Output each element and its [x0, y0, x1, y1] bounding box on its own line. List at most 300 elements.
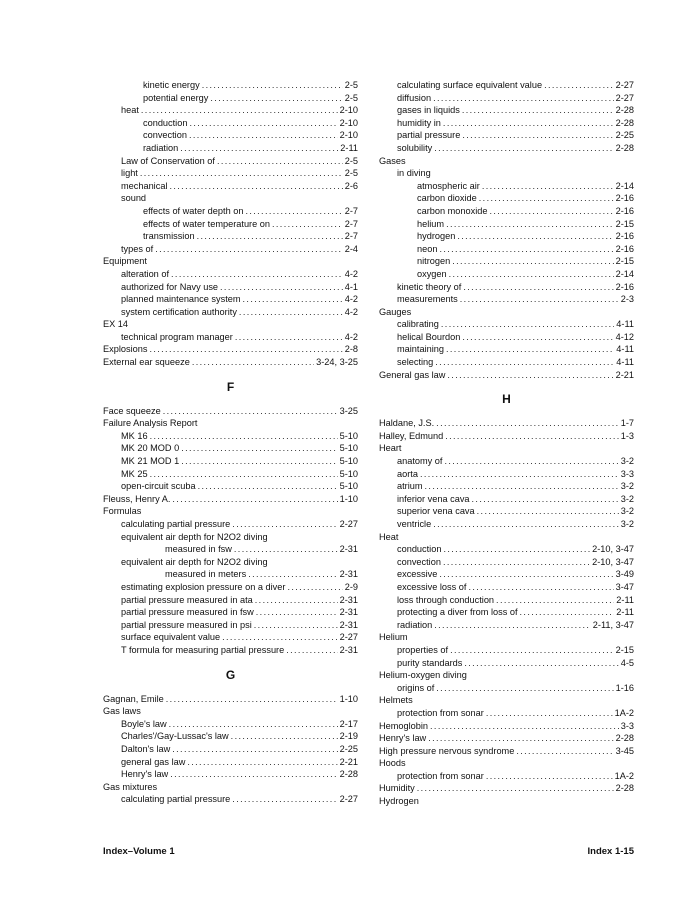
- dot-leader: [446, 218, 614, 231]
- entry-page-ref: 2-16: [615, 231, 634, 242]
- entry-term: Gases: [379, 155, 406, 166]
- entry-page-ref: 2-5: [344, 92, 358, 103]
- dot-leader: [243, 293, 343, 306]
- entry-term: Gagnan, Emile: [103, 693, 164, 704]
- dot-leader: [141, 104, 338, 117]
- index-entry: [103, 318, 358, 331]
- index-entry: [379, 631, 634, 644]
- entry-page-ref: 2-10, 3-47: [592, 544, 634, 555]
- entry-page-ref: 2-21: [339, 756, 358, 767]
- index-subentry: [379, 180, 634, 193]
- dot-leader: [234, 543, 338, 556]
- entry-page-ref: 2-16: [615, 205, 634, 216]
- entry-page-ref: 2-31: [339, 644, 358, 655]
- dot-leader: [189, 129, 338, 142]
- entry-term: conduction: [143, 117, 188, 128]
- entry-term: convection: [143, 130, 187, 141]
- dot-leader: [464, 657, 618, 670]
- index-entry: [103, 493, 358, 506]
- entry-page-ref: 1A-2: [614, 770, 634, 781]
- entry-page-ref: 3-24, 3-25: [316, 357, 358, 368]
- entry-term: measured in fsw: [165, 544, 232, 555]
- dot-leader: [443, 117, 614, 130]
- entry-page-ref: 4-2: [344, 331, 358, 342]
- index-subentry: [379, 644, 634, 657]
- entry-page-ref: 2-15: [615, 644, 634, 655]
- entry-page-ref: 2-27: [339, 519, 358, 529]
- dot-leader: [255, 594, 338, 607]
- dot-leader: [417, 782, 614, 795]
- index-subentry: [103, 117, 358, 130]
- index-subentry: [379, 230, 634, 243]
- dot-leader: [486, 770, 613, 783]
- index-subentry: [103, 768, 358, 781]
- entry-term: measured in meters: [165, 569, 247, 580]
- entry-term: types of: [121, 243, 154, 254]
- entry-page-ref: 4-2: [344, 268, 358, 279]
- dot-leader: [489, 205, 613, 218]
- entry-term: kinetic energy: [143, 80, 200, 90]
- dot-leader: [172, 493, 337, 506]
- entry-page-ref: 3-3: [620, 720, 634, 731]
- entry-term: transmission: [143, 231, 195, 242]
- index-subentry: [379, 117, 634, 130]
- entry-term: calculating surface equivalent value: [397, 80, 543, 90]
- index-subentry: [103, 531, 358, 544]
- index-subentry: [103, 442, 358, 455]
- dot-leader: [444, 455, 618, 468]
- entry-term: maintaining: [397, 344, 444, 355]
- entry-page-ref: 3-47: [615, 581, 634, 592]
- entry-page-ref: 2-31: [339, 544, 358, 555]
- entry-term: radiation: [397, 619, 433, 630]
- index-entry: [379, 720, 634, 733]
- entry-term: protection from sonar: [397, 707, 484, 718]
- dot-leader: [435, 356, 614, 369]
- index-subentry: [103, 430, 358, 443]
- entry-term: light: [121, 168, 138, 179]
- dot-leader: [166, 693, 338, 706]
- index-subentry: [103, 568, 358, 581]
- dot-leader: [192, 356, 314, 369]
- entry-term: protecting a diver from loss of: [397, 607, 518, 618]
- index-entry: [379, 531, 634, 544]
- index-subentry: [103, 606, 358, 619]
- entry-term: heat: [121, 105, 139, 116]
- index-subentry: [379, 707, 634, 720]
- index-subentry: [379, 493, 634, 506]
- index-subentry: [379, 92, 634, 105]
- entry-page-ref: 2-31: [339, 619, 358, 630]
- entry-term: alteration of: [121, 268, 170, 279]
- index-subentry: [103, 730, 358, 743]
- index-subentry: [103, 243, 358, 256]
- index-subentry: [379, 581, 634, 594]
- entry-page-ref: 5-10: [339, 456, 358, 467]
- entry-term: general gas law: [121, 756, 186, 767]
- dot-leader: [425, 480, 619, 493]
- entry-page-ref: 2-17: [339, 718, 358, 729]
- entry-page-ref: 4-11: [616, 357, 634, 368]
- entry-term: superior vena cava: [397, 506, 475, 517]
- index-entry: [379, 782, 634, 795]
- entry-term: system certification authority: [121, 306, 237, 317]
- index-entry: [103, 505, 358, 518]
- entry-page-ref: 2-14: [615, 180, 634, 191]
- dot-leader: [232, 518, 337, 531]
- entry-term: properties of: [397, 644, 449, 655]
- entry-term: Formulas: [103, 506, 142, 517]
- footer-page-number: Index 1-15: [587, 846, 634, 857]
- index-subentry: [103, 556, 358, 569]
- index-subentry: [379, 255, 634, 268]
- entry-page-ref: 2-27: [615, 80, 634, 90]
- entry-page-ref: 1-7: [620, 418, 634, 429]
- entry-page-ref: 2-7: [344, 205, 358, 216]
- entry-page-ref: 2-28: [615, 117, 634, 128]
- index-subentry: [103, 155, 358, 168]
- index-subentry: [379, 543, 634, 556]
- index-entry: [103, 705, 358, 718]
- entry-page-ref: 5-10: [339, 430, 358, 441]
- dot-leader: [472, 493, 619, 506]
- dot-leader: [443, 556, 590, 569]
- dot-leader: [463, 281, 613, 294]
- index-subentry: [103, 142, 358, 155]
- entry-page-ref: 2-7: [344, 218, 358, 229]
- index-subentry: [103, 581, 358, 594]
- index-entry: [379, 369, 634, 382]
- index-subentry: [379, 331, 634, 344]
- entry-term: in diving: [397, 168, 431, 179]
- entry-page-ref: 4-11: [616, 344, 634, 355]
- entry-term: calculating partial pressure: [121, 794, 231, 805]
- footer-volume-label: Index–Volume 1: [103, 846, 175, 857]
- dot-leader: [468, 581, 613, 594]
- index-subentry: [103, 619, 358, 632]
- index-subentry: [379, 606, 634, 619]
- dot-leader: [446, 343, 614, 356]
- index-subentry: [103, 230, 358, 243]
- entry-term: atrium: [397, 481, 423, 492]
- entry-term: Charles'/Gay-Lussac's law: [121, 731, 229, 742]
- index-subentry: [379, 293, 634, 306]
- entry-page-ref: 3-2: [620, 481, 634, 492]
- dot-leader: [436, 417, 619, 430]
- entry-page-ref: 5-10: [339, 481, 358, 492]
- dot-leader: [155, 243, 343, 256]
- dot-leader: [170, 768, 337, 781]
- dot-leader: [457, 230, 613, 243]
- index-subentry: [379, 556, 634, 569]
- entry-term: partial pressure measured in psi: [121, 619, 252, 630]
- entry-term: Gas mixtures: [103, 781, 158, 792]
- index-subentry: [103, 480, 358, 493]
- index-subentry: [379, 79, 634, 92]
- index-subentry: [103, 293, 358, 306]
- entry-page-ref: 5-10: [339, 443, 358, 454]
- dot-leader: [181, 455, 337, 468]
- dot-leader: [482, 180, 614, 193]
- entry-term: technical program manager: [121, 331, 233, 342]
- dot-leader: [180, 142, 338, 155]
- dot-leader: [245, 205, 342, 218]
- index-subentry: [103, 180, 358, 193]
- entry-term: helium: [417, 218, 445, 229]
- dot-leader: [169, 718, 338, 731]
- index-subentry: [103, 756, 358, 769]
- entry-page-ref: 3-2: [620, 519, 634, 529]
- dot-leader: [436, 682, 613, 695]
- entry-term: estimating explosion pressure on a diver: [121, 581, 286, 592]
- index-entry: [379, 442, 634, 455]
- entry-term: Dalton's law: [121, 743, 171, 754]
- index-subentry: [103, 268, 358, 281]
- index-entry: [103, 343, 358, 356]
- entry-term: Helium-oxygen diving: [379, 670, 467, 681]
- entry-term: nitrogen: [417, 256, 451, 267]
- dot-leader: [235, 331, 343, 344]
- entry-term: mechanical: [121, 180, 168, 191]
- entry-term: T formula for measuring partial pressure: [121, 644, 285, 655]
- index-subentry: [103, 218, 358, 231]
- dot-leader: [187, 756, 337, 769]
- entry-term: Gas laws: [103, 706, 141, 717]
- entry-term: kinetic theory of: [397, 281, 462, 292]
- entry-term: equivalent air depth for N2O2 diving: [121, 556, 268, 567]
- dot-leader: [462, 104, 614, 117]
- dot-leader: [189, 117, 337, 130]
- entry-page-ref: 2-8: [344, 344, 358, 355]
- entry-page-ref: 2-15: [615, 218, 634, 229]
- index-subentry: [103, 743, 358, 756]
- entry-page-ref: 3-3: [620, 468, 634, 479]
- entry-page-ref: 2-28: [615, 142, 634, 153]
- entry-term: helical Bourdon: [397, 331, 461, 342]
- entry-term: Hemoglobin: [379, 720, 429, 731]
- entry-term: equivalent air depth for N2O2 diving: [121, 531, 268, 542]
- dot-leader: [169, 180, 342, 193]
- dot-leader: [150, 430, 338, 443]
- entry-page-ref: 5-10: [339, 468, 358, 479]
- entry-page-ref: 4-12: [615, 331, 634, 342]
- entry-term: inferior vena cava: [397, 493, 470, 504]
- entry-page-ref: 2-10: [339, 105, 358, 116]
- dot-leader: [222, 631, 338, 644]
- index-entry: [379, 745, 634, 758]
- entry-term: Failure Analysis Report: [103, 418, 198, 429]
- entry-term: excessive: [397, 569, 438, 580]
- entry-term: Gauges: [379, 306, 412, 317]
- index-entry: [103, 693, 358, 706]
- entry-page-ref: 1-10: [339, 493, 358, 504]
- entry-page-ref: 4-11: [616, 319, 634, 330]
- section-letter-heading: H: [502, 392, 511, 407]
- dot-leader: [149, 343, 342, 356]
- index-subentry: [379, 318, 634, 331]
- entry-term: planned maintenance system: [121, 294, 241, 305]
- dot-leader: [171, 268, 343, 281]
- index-subentry: [379, 192, 634, 205]
- dot-leader: [172, 743, 337, 756]
- entry-term: calibrating: [397, 319, 439, 330]
- index-subentry: [379, 268, 634, 281]
- entry-term: EX 14: [103, 319, 129, 330]
- index-entry: [103, 405, 358, 418]
- entry-term: origins of: [397, 682, 435, 693]
- index-subentry: [103, 793, 358, 806]
- section-letter-heading: G: [225, 667, 236, 682]
- entry-page-ref: 2-27: [615, 92, 634, 103]
- entry-term: Helium: [379, 632, 408, 643]
- entry-page-ref: 2-21: [615, 369, 634, 380]
- dot-leader: [433, 518, 619, 531]
- dot-leader: [434, 142, 613, 155]
- entry-page-ref: 2-9: [344, 581, 358, 592]
- dot-leader: [217, 155, 343, 168]
- index-subentry: [103, 594, 358, 607]
- index-subentry: [379, 568, 634, 581]
- index-subentry: [103, 281, 358, 294]
- entry-term: purity standards: [397, 657, 463, 668]
- entry-page-ref: 2-6: [344, 180, 358, 191]
- index-subentry: [103, 331, 358, 344]
- entry-page-ref: 2-28: [615, 105, 634, 116]
- dot-leader: [202, 79, 343, 92]
- entry-page-ref: 4-2: [344, 294, 358, 305]
- index-column-left: [103, 79, 358, 806]
- dot-leader: [248, 568, 337, 581]
- dot-leader: [434, 619, 591, 632]
- dot-leader: [287, 581, 342, 594]
- index-entry: [379, 694, 634, 707]
- entry-page-ref: 2-16: [615, 281, 634, 292]
- entry-page-ref: 2-27: [339, 632, 358, 643]
- index-entry: [379, 155, 634, 168]
- entry-page-ref: 2-5: [344, 155, 358, 166]
- index-subentry: [379, 619, 634, 632]
- index-subentry: [103, 543, 358, 556]
- entry-term: carbon monoxide: [417, 205, 488, 216]
- entry-page-ref: 3-45: [615, 745, 634, 756]
- dot-leader: [163, 405, 338, 418]
- dot-leader: [462, 331, 613, 344]
- index-subentry: [103, 644, 358, 657]
- entry-page-ref: 2-10, 3-47: [592, 556, 634, 567]
- dot-leader: [220, 281, 343, 294]
- entry-page-ref: 2-11, 3-47: [592, 619, 634, 630]
- index-subentry: [379, 104, 634, 117]
- dot-leader: [420, 468, 619, 481]
- entry-term: Humidity: [379, 783, 415, 794]
- index-subentry: [103, 718, 358, 731]
- entry-term: calculating partial pressure: [121, 519, 231, 529]
- entry-page-ref: 3-2: [620, 456, 634, 467]
- entry-term: Henry's law: [121, 769, 169, 780]
- dot-leader: [254, 619, 338, 632]
- index-subentry: [379, 770, 634, 783]
- entry-term: Heart: [379, 443, 402, 454]
- entry-page-ref: 2-15: [615, 256, 634, 267]
- entry-term: protection from sonar: [397, 770, 484, 781]
- entry-page-ref: 2-31: [339, 594, 358, 605]
- entry-page-ref: 2-19: [339, 731, 358, 742]
- index-subentry: [379, 142, 634, 155]
- entry-term: partial pressure measured in ata: [121, 594, 253, 605]
- dot-leader: [445, 430, 619, 443]
- index-subentry: [379, 129, 634, 142]
- entry-term: Face squeeze: [103, 405, 161, 416]
- index-entry: [103, 356, 358, 369]
- dot-leader: [256, 606, 338, 619]
- dot-leader: [272, 218, 343, 231]
- entry-term: excessive loss of: [397, 581, 467, 592]
- index-subentry: [379, 281, 634, 294]
- index-subentry: [379, 682, 634, 695]
- index-subentry: [103, 468, 358, 481]
- index-subentry: [379, 468, 634, 481]
- entry-term: neon: [417, 243, 438, 254]
- entry-term: oxygen: [417, 268, 447, 279]
- index-subentry: [379, 167, 634, 180]
- index-entry: [103, 781, 358, 794]
- entry-term: atmospheric air: [417, 180, 480, 191]
- entry-page-ref: 4-5: [620, 657, 634, 668]
- entry-page-ref: 2-28: [615, 733, 634, 744]
- entry-term: sound: [121, 193, 147, 204]
- index-subentry: [379, 480, 634, 493]
- entry-page-ref: 3-25: [339, 405, 358, 416]
- entry-page-ref: 1A-2: [614, 707, 634, 718]
- index-entry: [379, 430, 634, 443]
- index-entry: [379, 732, 634, 745]
- entry-page-ref: 2-11: [616, 594, 634, 605]
- entry-term: Haldane, J.S.: [379, 418, 435, 429]
- entry-page-ref: 2-27: [339, 794, 358, 805]
- index-entry: [379, 757, 634, 770]
- dot-leader: [430, 720, 619, 733]
- dot-leader: [210, 92, 342, 105]
- index-subentry: [103, 129, 358, 142]
- index-subentry: [379, 205, 634, 218]
- index-subentry: [103, 518, 358, 531]
- entry-term: measurements: [397, 294, 458, 305]
- dot-leader: [439, 568, 613, 581]
- dot-leader: [197, 230, 343, 243]
- index-entry: [379, 306, 634, 319]
- index-column-right: [379, 79, 634, 808]
- entry-term: Fleuss, Henry A.: [103, 493, 171, 504]
- entry-term: Equipment: [103, 256, 147, 267]
- entry-page-ref: 2-31: [339, 569, 358, 580]
- entry-term: loss through conduction: [397, 594, 495, 605]
- index-subentry: [103, 92, 358, 105]
- entry-term: Hoods: [379, 758, 406, 769]
- entry-page-ref: 2-4: [344, 243, 358, 254]
- index-subentry: [379, 343, 634, 356]
- index-subentry: [103, 79, 358, 92]
- entry-term: surface equivalent value: [121, 632, 221, 643]
- dot-leader: [181, 442, 337, 455]
- index-entry: [379, 417, 634, 430]
- entry-term: Halley, Edmund: [379, 430, 444, 441]
- entry-term: Heat: [379, 531, 399, 542]
- entry-term: potential energy: [143, 92, 209, 103]
- index-entry: [103, 417, 358, 430]
- entry-page-ref: 2-11: [340, 142, 358, 153]
- index-subentry: [379, 518, 634, 531]
- entry-term: carbon dioxide: [417, 193, 477, 204]
